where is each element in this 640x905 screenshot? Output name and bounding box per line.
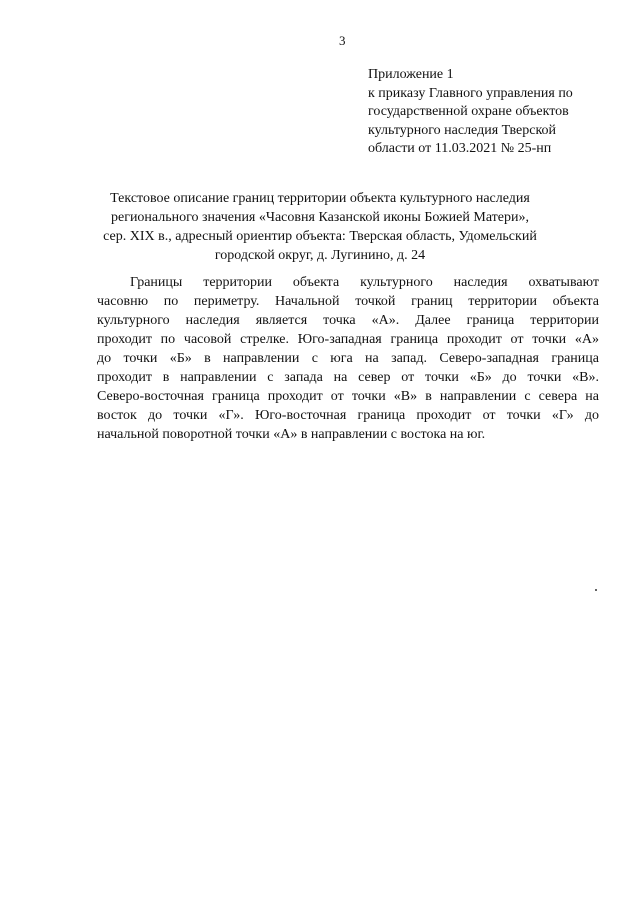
paragraph-line: до точки «Б» в направлении с юга на запад. Северо-западная граница [97,351,599,366]
paragraph-line: Границы территории объекта культурного наследия охватывают [130,275,599,290]
title-line: городской округ, д. Лугинино, д. 24 [214,248,426,263]
paragraph-line: Северо-восточная граница проходит от точки «В» в направлении с севера на [97,389,599,404]
paragraph-line: культурного наследия является точка «А». Далее граница территории [97,313,599,328]
document-title [95,189,545,265]
page-number: 3 [339,33,346,48]
appendix-line: культурного наследия Тверской [368,122,557,138]
appendix-header [368,66,608,159]
paragraph-line: проходит по часовой стрелке. Юго-западная граница проходит от точки «А» [97,332,599,347]
title-line: Текстовое описание границ территории объекта культурного наследия [110,191,530,206]
appendix-line: государственной охране объектов [368,104,569,119]
paragraph-line: проходит в направлении с запада на север от точки «Б» до точки «В». [97,370,599,385]
title-line: регионального значения «Часовня Казанской иконы Божией Матери», [110,210,530,225]
appendix-line: области от 11.03.2021 № 25-нп [368,141,552,156]
scan-speck [595,589,597,591]
appendix-line: Приложение 1 [368,67,454,82]
paragraph-line: восток до точки «Г». Юго-восточная граница проходит от точки «Г» до [97,408,599,423]
paragraph-line: начальной поворотной точки «А» в направлении с востока на юг. [97,427,486,442]
body-paragraph [97,273,599,444]
appendix-line: к приказу Главного управления по [368,85,573,101]
paragraph-line: часовню по периметру. Начальной точкой границ территории объекта [97,294,599,309]
title-line: сер. XIX в., адресный ориентир объекта: Тверская область, Удомельский [103,229,537,244]
